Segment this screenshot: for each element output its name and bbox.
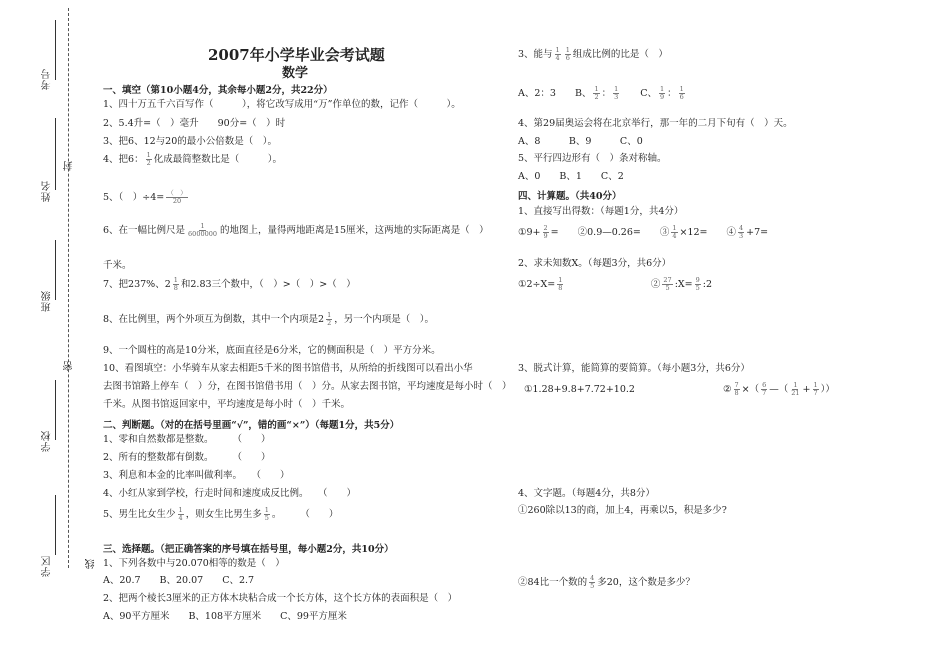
fraction: $\frac{1}{4}$ <box>672 224 677 240</box>
s4-p4-item2: ②84比一个数的 $\frac{4}{5}$ 多20，这个数是多少？ <box>518 574 695 590</box>
school-label: 学校 <box>42 430 53 452</box>
secret-label: 密 <box>64 360 75 371</box>
s1-q2: 2、5.4升=（ ）毫升 90分=（ ）时 <box>103 118 286 129</box>
s4-p1: 1、直接写出得数：（每题1分，共4分） <box>518 206 684 217</box>
s3-q3: 3、能与 $\frac{1}{4}$ $\frac{1}{6}$ 组成比例的比是（ ） <box>518 46 668 62</box>
exam-no-underline <box>55 20 56 80</box>
section-4-heading: 四、计算题。（共40分） <box>518 191 622 202</box>
s2-q1: 1、零和自然数都是整数。 （ ） <box>103 434 271 445</box>
fraction: $\frac{27}{5}$ <box>663 276 672 292</box>
s1-q1: 1、四十万五千六百写作（ ），将它改写成用“万”作单位的数，记作（ ）。 <box>103 99 461 110</box>
s4-p2-items: ①2÷X= $\frac{1}{8}$ ② $\frac{27}{5}$ :X= $\frac{9}{5}$ :2 <box>518 276 713 292</box>
s3-q5-options: A、0 B、1 C、2 <box>518 171 624 182</box>
fraction: $\frac{1}{4}$ <box>178 506 183 522</box>
school-underline <box>55 380 56 440</box>
fraction: $\frac{1}{7}$ <box>813 381 818 397</box>
fraction: $\frac{1}{2}$ <box>327 311 332 327</box>
s3-q3-options: A、2：3 B、 $\frac{1}{2}$ ： $\frac{1}{3}$ C、 $\frac{1}{9}$ ： $\frac{1}{6}$ <box>518 85 684 101</box>
s2-q5: 5、男生比女生少 $\frac{1}{4}$ ，则女生比男生多 $\frac{1}{5}$ 。 （ ） <box>103 506 339 522</box>
s4-p3: 3、脱式计算，能简算的要简算。（每小题3分，共6分） <box>518 363 750 374</box>
fraction: $\frac{7}{8}$ <box>734 381 739 397</box>
fraction: $\frac{1}{5}$ <box>264 506 269 522</box>
fraction: $\frac{1}{3}$ <box>614 85 619 101</box>
exam-title: 2007年小学毕业会考试题 <box>208 46 385 64</box>
exam-subject: 数学 <box>282 66 309 81</box>
s1-q5: 5、（ ）÷4= $\frac{( )}{20}$ <box>103 189 187 205</box>
s1-q4: 4、把6： $\frac{1}{2}$ 化成最简整数比是（ ）。 <box>103 151 282 167</box>
exam-no-label: 考号 <box>42 68 53 90</box>
fraction: $\frac{2}{9}$ <box>543 224 548 240</box>
s1-q10-line1: 10、看图填空：小华骑车从家去相距5千米的图书馆借书，从所给的折线图可以看出小华 <box>103 363 473 374</box>
s3-q4-options: A、8 B、9 C、0 <box>518 136 643 147</box>
seal-label: 封 <box>64 160 75 171</box>
s2-q4: 4、小红从家到学校，行走时间和速度成反比例。 （ ） <box>103 488 357 499</box>
s1-q8: 8、在比例里，两个外项互为倒数，其中一个内项是2 $\frac{1}{2}$ ，另一个内项是（ ）。 <box>103 311 434 327</box>
fraction: $\frac{1}{6000000}$ <box>188 222 217 238</box>
s4-p3-items: ①1.28+9.8+7.72+10.2 ② $\frac{7}{8}$ ×（ $\frac{6}{7}$ —（ $\frac{1}{21}$ + $\frac{1}{7}$ ）） <box>524 381 835 397</box>
district-underline <box>55 495 56 555</box>
s2-q2: 2、所有的整数都有倒数。 （ ） <box>103 452 271 463</box>
fraction: $\frac{1}{6}$ <box>679 85 684 101</box>
fraction: $\frac{1}{2}$ <box>594 85 599 101</box>
s3-q1-options: A、20.7 B、20.07 C、2.7 <box>103 575 255 586</box>
s1-q3: 3、把6、12与20的最小公倍数是（ ）。 <box>103 136 278 147</box>
fraction: $\frac{1}{2}$ <box>146 151 151 167</box>
fraction: $\frac{4}{5}$ <box>590 574 595 590</box>
s4-p4: 4、文字题。（每题4分，共8分） <box>518 488 655 499</box>
s1-q9: 9、一个圆柱的高是10分米，底面直径是6分米，它的侧面积是（ ）平方分米。 <box>103 345 441 356</box>
name-underline <box>55 118 56 190</box>
fraction: $\frac{1}{9}$ <box>660 85 665 101</box>
district-label: 学区 <box>42 555 53 577</box>
fraction: $\frac{1}{4}$ <box>555 46 560 62</box>
s4-p2: 2、求未知数X。（每题3分，共6分） <box>518 258 672 269</box>
s3-q4: 4、第29届奥运会将在北京举行，那一年的二月下旬有（ ）天。 <box>518 118 793 129</box>
class-underline <box>55 240 56 300</box>
fraction: $\frac{1}{8}$ <box>558 276 563 292</box>
fraction: $\frac{( )}{20}$ <box>167 189 187 205</box>
fraction: $\frac{6}{7}$ <box>762 381 767 397</box>
s3-q2-options: A、90平方厘米 B、108平方厘米 C、99平方厘米 <box>103 611 347 622</box>
section-2-heading: 二、判断题。（对的在括号里画“√”，错的画“×”）（每题1分，共5分） <box>103 420 400 431</box>
s4-p4-item1: ①260除以13的商，加上4，再乘以5，积是多少? <box>518 505 727 516</box>
s3-q1: 1、下列各数中与20.070相等的数是（ ） <box>103 558 285 569</box>
s1-q10-line3: 千米。从图书馆返回家中，平均速度是每小时（ ）千米。 <box>103 399 351 410</box>
name-label: 姓名 <box>42 180 53 202</box>
s2-q3: 3、利息和本金的比率叫做利率。 （ ） <box>103 470 290 481</box>
fraction: $\frac{4}{3}$ <box>739 224 744 240</box>
s1-q7: 7、把237%、2 $\frac{1}{8}$ 和2.83三个数中，（ ）>（ ）>（ ） <box>103 276 356 292</box>
fraction: $\frac{1}{21}$ <box>791 381 800 397</box>
line-label: 线 <box>86 558 97 569</box>
s1-q10-line2: 去图书馆路上停车（ ）分，在图书馆借书用（ ）分。从家去图书馆，平均速度是每小时（ ） <box>103 381 512 392</box>
s1-q6-cont: 千米。 <box>103 260 132 271</box>
binding-dashed-line <box>68 8 69 568</box>
class-label: 班级 <box>42 290 53 312</box>
s4-p1-items: ①9+ $\frac{2}{9}$ = ②0.9—0.26= ③ $\frac{1}{4}$ ×12= ④ $\frac{4}{3}$ +7= <box>518 224 769 240</box>
s3-q2: 2、把两个棱长3厘米的正方体木块粘合成一个长方体，这个长方体的表面积是（ ） <box>103 593 458 604</box>
s3-q5: 5、平行四边形有（ ）条对称轴。 <box>518 153 667 164</box>
fraction: $\frac{1}{6}$ <box>565 46 570 62</box>
s1-q6: 6、在一幅比例尺是 $\frac{1}{6000000}$ 的地图上，量得两地距离是15厘米，这两地的实际距离是（ ） <box>103 222 489 238</box>
fraction: $\frac{9}{5}$ <box>695 276 700 292</box>
section-3-heading: 三、选择题。（把正确答案的序号填在括号里，每小题2分，共10分） <box>103 544 394 555</box>
section-1-heading: 一、填空（第10小题4分，其余每小题2分，共22分） <box>103 85 333 96</box>
fraction: $\frac{1}{8}$ <box>173 276 178 292</box>
